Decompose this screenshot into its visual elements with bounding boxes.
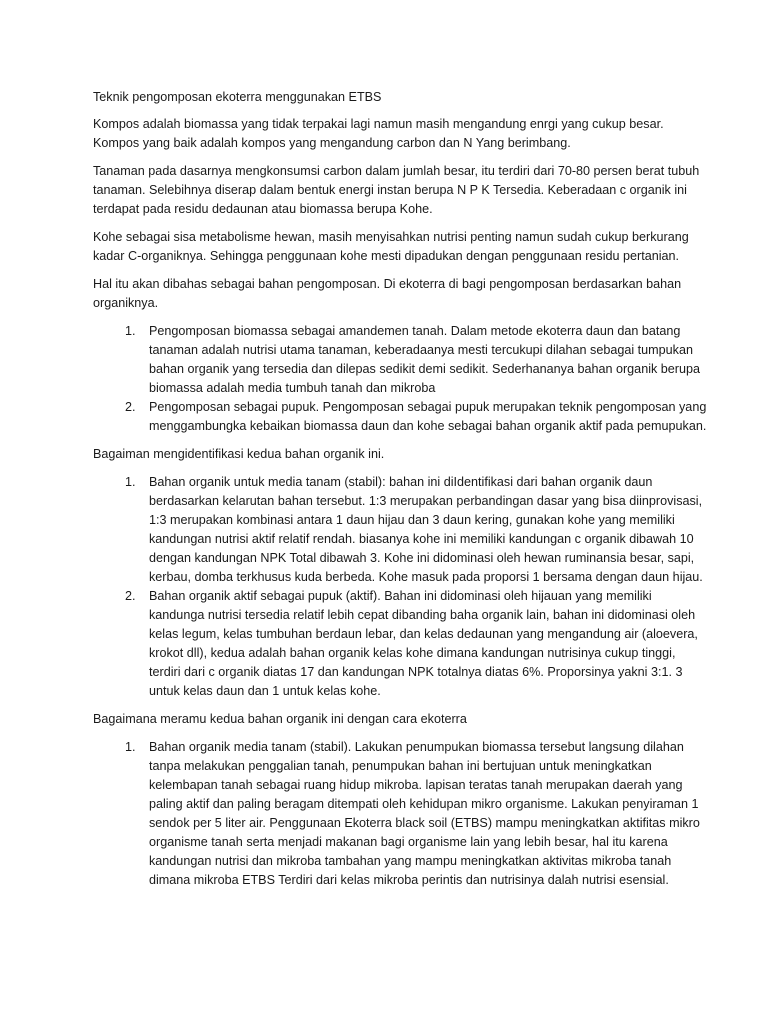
- section-heading-meramu: Bagaimana meramu kedua bahan organik ini dengan cara ekoterra: [93, 712, 467, 726]
- document-title: Teknik pengomposan ekoterra menggunakan ETBS: [93, 90, 382, 104]
- list-item: 2. Bahan organik aktif sebagai pupuk (aktif). Bahan ini didominasi oleh hijauan yang memiliki kandunga nutrisi tersedia relatif lebih cepat dibanding baha organik lain, bahan ini didominasi oleh kelas legum, kelas tumbuhan berdaun lebar, dan kelas dedaunan yang mengandung air (aloevera, krokot dll), kedua adalah bahan organik kelas kohe dimana kandungan nutrisinya cukup tinggi, terdiri dari c organik diatas 17 dan kandungan NPK totalnya diatas 6%. Proporsinya yakni 3:1. 3 untuk kelas daun dan 1 untuk kelas kohe.: [139, 587, 708, 701]
- paragraph-tanaman: Tanaman pada dasarnya mengkonsumsi carbon dalam jumlah besar, itu terdiri dari 70-80 persen berat tubuh tanaman. Selebihnya diserap dalam bentuk energi instan berupa N P K Tersedia. Keberadaan c organik ini terdapat pada residu dedaunan atau biomassa berupa Kohe.: [93, 164, 700, 216]
- list-identifikasi: [93, 473, 708, 701]
- list-item: 2. Pengomposan sebagai pupuk. Pengomposan sebagai pupuk merupakan teknik pengomposan yang menggambungka kebaikan biomassa daun dan kohe sebagai bahan organik aktif pada pemupukan.: [139, 398, 708, 436]
- paragraph-pengomposan: Hal itu akan dibahas sebagai bahan pengomposan. Di ekoterra di bagi pengomposan berdasarkan bahan organiknya.: [93, 277, 682, 310]
- list-item: 1. Bahan organik untuk media tanam (stabil): bahan ini diIdentifikasi dari bahan organik daun berdasarkan kelarutan bahan tersebut. 1:3 merupakan perbandingan dasar yang bisa diinprovisasi, 1:3 merupakan kombinasi antara 1 daun hijau dan 3 daun kering, gunakan kohe yang memiliki kandungan nutrisi aktif relatif rendah. biasanya kohe ini memiliki kandungan c organik dibawah 10 dengan kandungan NPK Total dibawah 3. Kohe ini didominasi oleh hewan ruminansia besar, sapi, kerbau, domba terkhusus kuda berbeda. Kohe masuk pada proporsi 1 bersama dengan daun hijau.: [139, 473, 708, 587]
- paragraph-kompos: Kompos adalah biomassa yang tidak terpakai lagi namun masih mengandung enrgi yang cukup besar. Kompos yang baik adalah kompos yang mengandung carbon dan N Yang berimbang.: [93, 117, 664, 150]
- list-meramu: [93, 738, 708, 890]
- list-jenis-pengomposan: [93, 322, 708, 436]
- list-item: 1. Pengomposan biomassa sebagai amandemen tanah. Dalam metode ekoterra daun dan batang tanaman adalah nutrisi utama tanaman, keberadaanya mesti tercukupi dilahan sebagai tumpukan bahan organik yang tersedia dan dilepas sedikit demi sedikit. Sederhananya bahan organik berupa biomassa adalah media tumbuh tanah dan mikroba: [139, 322, 708, 398]
- section-heading-identifikasi: Bagaiman mengidentifikasi kedua bahan organik ini.: [93, 447, 385, 461]
- list-item: 1. Bahan organik media tanam (stabil). Lakukan penumpukan biomassa tersebut langsung dilahan tanpa melakukan penggalian tanah, penumpukan bahan ini bertujuan untuk meningkatkan kelembapan tanah sebagai ruang hidup mikroba. lapisan teratas tanah merupakan daerah yang paling aktif dan paling beragam ditempati oleh kehidupan mikro organisme. Lakukan penyiraman 1 sendok per 5 liter air. Penggunaan Ekoterra black soil (ETBS) mampu meningkatkan aktifitas mikro organisme tanah serta menjadi makanan bagi organisme lain yang lebih besar, hal itu karena kandungan nutrisi dan mikroba tambahan yang mampu meningkatkan aktivitas mikroba tanah dimana mikroba ETBS Terdiri dari kelas mikroba perintis dan nutrisinya dalah nutrisi esensial.: [139, 738, 708, 890]
- paragraph-kohe: Kohe sebagai sisa metabolisme hewan, masih menyisahkan nutrisi penting namun sudah cukup berkurang kadar C-organiknya. Sehingga penggunaan kohe mesti dipadukan dengan penggunaan residu pertanian.: [93, 230, 689, 263]
